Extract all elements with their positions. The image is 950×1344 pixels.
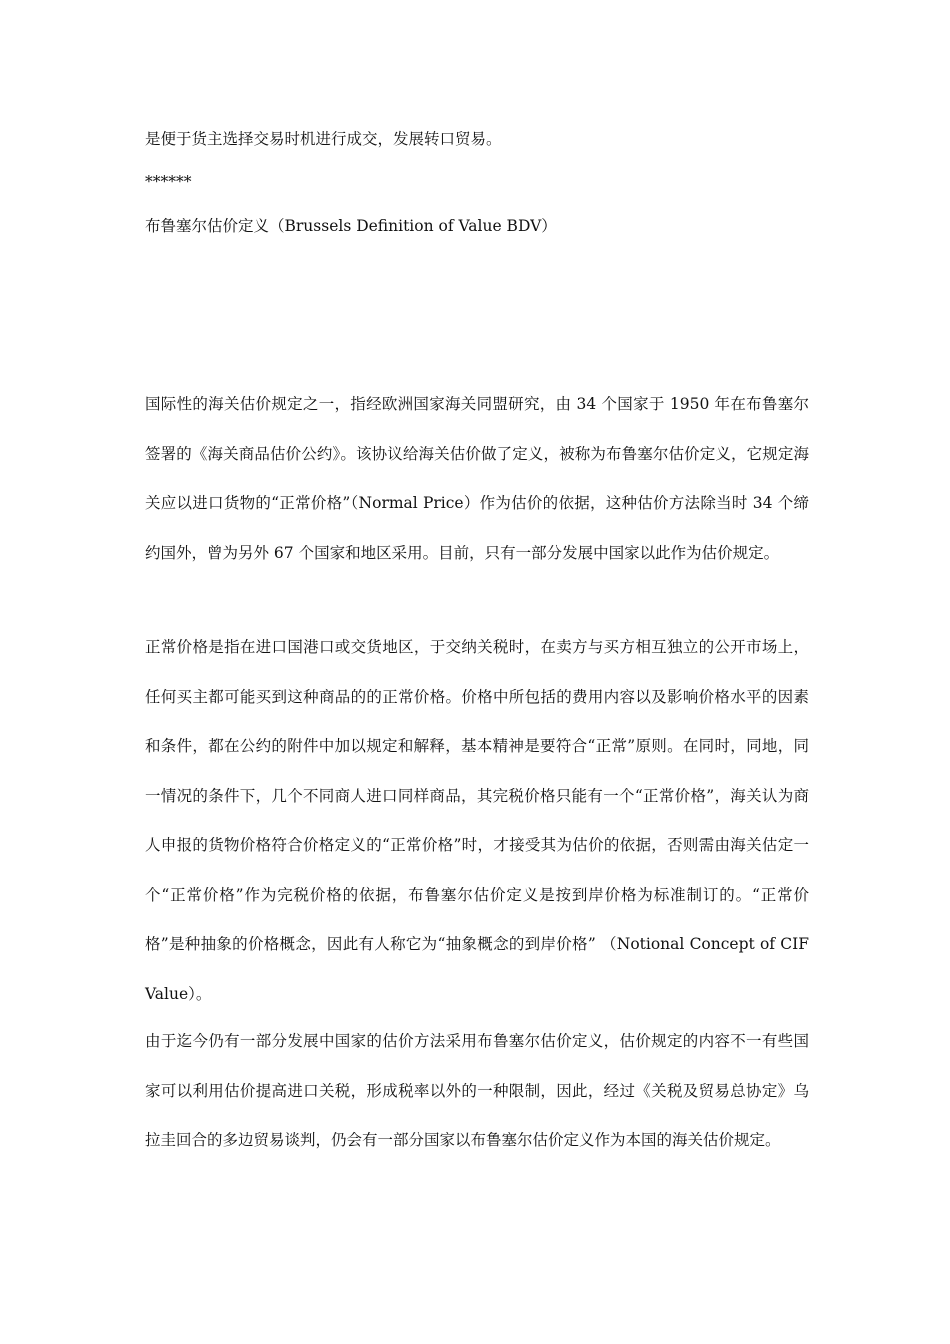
paragraph-bdv-definition: 国际性的海关估价规定之一，指经欧洲国家海关同盟研究，由 34 个国家于 1950 年在布鲁塞尔签署的《海关商品估价公约》。该协议给海关估价做了定义，被称为布鲁塞尔估价定义，它规定海关应以进口货物的“正常价格”（Normal Price）作为估价的依据，这种估价方法除当时 34 个缔约国外，曾为另外 67 个国家和地区采用。目前，只有一部分发展中国家以此作为估价规定。 [145,395,809,562]
intro-tail-line: 是便于货主选择交易时机进行成交，发展转口贸易。 [145,130,502,148]
separator-line: ****** [145,173,192,191]
section-heading: 布鲁塞尔估价定义（Brussels Definition of Value BDV） [145,217,557,235]
paragraph-normal-price: 正常价格是指在进口国港口或交货地区，于交纳关税时，在卖方与买方相互独立的公开市场上，任何买主都可能买到这种商品的的正常价格。价格中所包括的费用内容以及影响价格水平的因素和条件，都在公约的附件中加以规定和解释，基本精神是要符合“正常”原则。在同时，同地，同一情况的条件下，几个不同商人进口同样商品，其完税价格只能有一个“正常价格”，海关认为商人申报的货物价格符合价格定义的“正常价格”时，才接受其为估价的依据，否则需由海关估定一个“正常价格”作为完税价格的依据，布鲁塞尔估价定义是按到岸价格为标准制订的。“正常价格”是种抽象的价格概念，因此有人称它为“抽象概念的到岸价格” （Notional Concept of CIF Value）。 [145,638,809,1003]
paragraph-current-use: 由于迄今仍有一部分发展中国家的估价方法采用布鲁塞尔估价定义，估价规定的内容不一有些国家可以利用估价提高进口关税，形成税率以外的一种限制，因此，经过《关税及贸易总协定》乌拉圭回合的多边贸易谈判，仍会有一部分国家以布鲁塞尔估价定义作为本国的海关估价规定。 [145,1032,809,1149]
